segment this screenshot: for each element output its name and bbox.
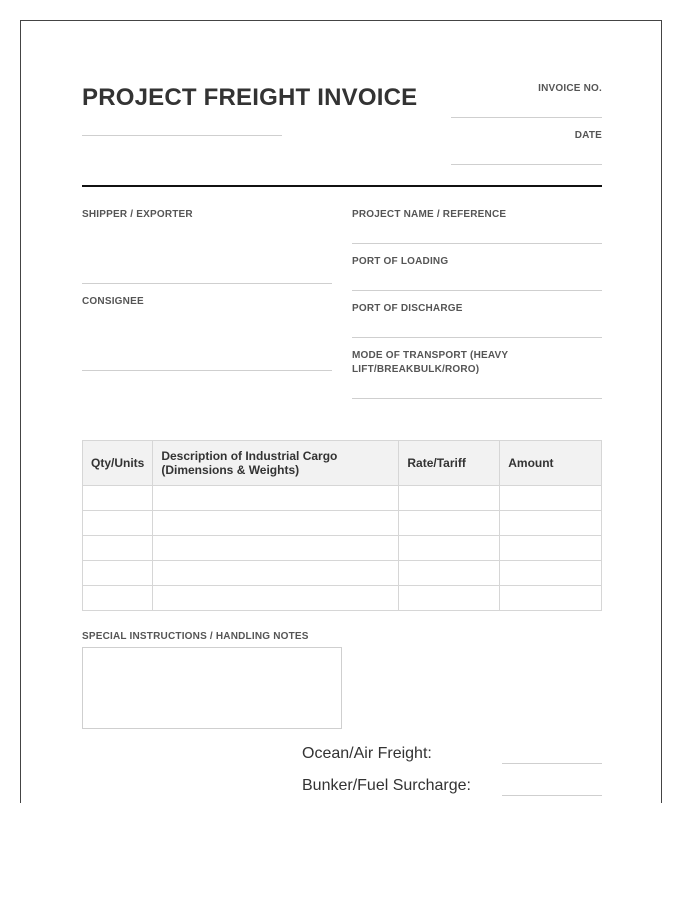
rate-cell[interactable] (399, 561, 500, 586)
amount-cell[interactable] (500, 486, 602, 511)
invoice-no-label: INVOICE NO. (538, 83, 602, 94)
amount-header: Amount (500, 441, 602, 486)
date-field[interactable] (451, 164, 602, 165)
mode-label (352, 349, 508, 377)
consignee-label: CONSIGNEE (82, 296, 144, 307)
port-discharge-field[interactable] (352, 337, 602, 338)
table-row (83, 561, 602, 586)
qty-cell[interactable] (83, 561, 153, 586)
shipper-label: SHIPPER / EXPORTER (82, 209, 193, 220)
description-cell[interactable] (153, 536, 399, 561)
description-cell[interactable] (153, 511, 399, 536)
consignee-field[interactable] (82, 370, 332, 371)
notes-textarea[interactable] (82, 647, 342, 729)
qty-cell[interactable] (83, 586, 153, 611)
bunker-amount-field[interactable] (502, 795, 602, 796)
port-discharge-label: PORT OF DISCHARGE (352, 303, 463, 314)
qty-cell[interactable] (83, 486, 153, 511)
shipper-field[interactable] (82, 283, 332, 284)
amount-cell[interactable] (500, 586, 602, 611)
invoice-page (20, 20, 662, 803)
invoice-no-field[interactable] (451, 117, 602, 118)
mode-field[interactable] (352, 398, 602, 399)
table-row (83, 511, 602, 536)
rate-cell[interactable] (399, 586, 500, 611)
description-cell[interactable] (153, 586, 399, 611)
project-label: PROJECT NAME / REFERENCE (352, 209, 507, 220)
amount-cell[interactable] (500, 511, 602, 536)
mode-label-line1: MODE OF TRANSPORT (HEAVY (352, 350, 509, 361)
rate-cell[interactable] (399, 511, 500, 536)
amount-cell[interactable] (500, 536, 602, 561)
items-table (82, 440, 602, 611)
description-header-line2: (Dimensions & Weights) (161, 463, 300, 477)
freight-label: Ocean/Air Freight: (302, 745, 432, 762)
rate-cell[interactable] (399, 486, 500, 511)
header-divider (82, 185, 602, 187)
amount-cell[interactable] (500, 561, 602, 586)
qty-cell[interactable] (83, 511, 153, 536)
table-row (83, 536, 602, 561)
table-row (83, 486, 602, 511)
table-row (83, 586, 602, 611)
mode-label-line2: LIFT/BREAKBULK/RORO) (352, 364, 480, 375)
title-underline (82, 135, 282, 136)
port-loading-field[interactable] (352, 290, 602, 291)
table-header-row (83, 441, 602, 486)
rate-cell[interactable] (399, 536, 500, 561)
freight-amount-field[interactable] (502, 763, 602, 764)
description-header (153, 441, 399, 486)
date-label: DATE (574, 130, 602, 141)
notes-label: SPECIAL INSTRUCTIONS / HANDLING NOTES (82, 631, 309, 642)
project-field[interactable] (352, 243, 602, 244)
rate-header: Rate/Tariff (399, 441, 500, 486)
page-title: PROJECT FREIGHT INVOICE (82, 84, 418, 111)
bunker-label: Bunker/Fuel Surcharge: (302, 777, 471, 794)
description-cell[interactable] (153, 561, 399, 586)
port-loading-label: PORT OF LOADING (352, 256, 449, 267)
qty-cell[interactable] (83, 536, 153, 561)
description-header-line1: Description of Industrial Cargo (161, 449, 338, 463)
qty-header: Qty/Units (83, 441, 153, 486)
description-cell[interactable] (153, 486, 399, 511)
